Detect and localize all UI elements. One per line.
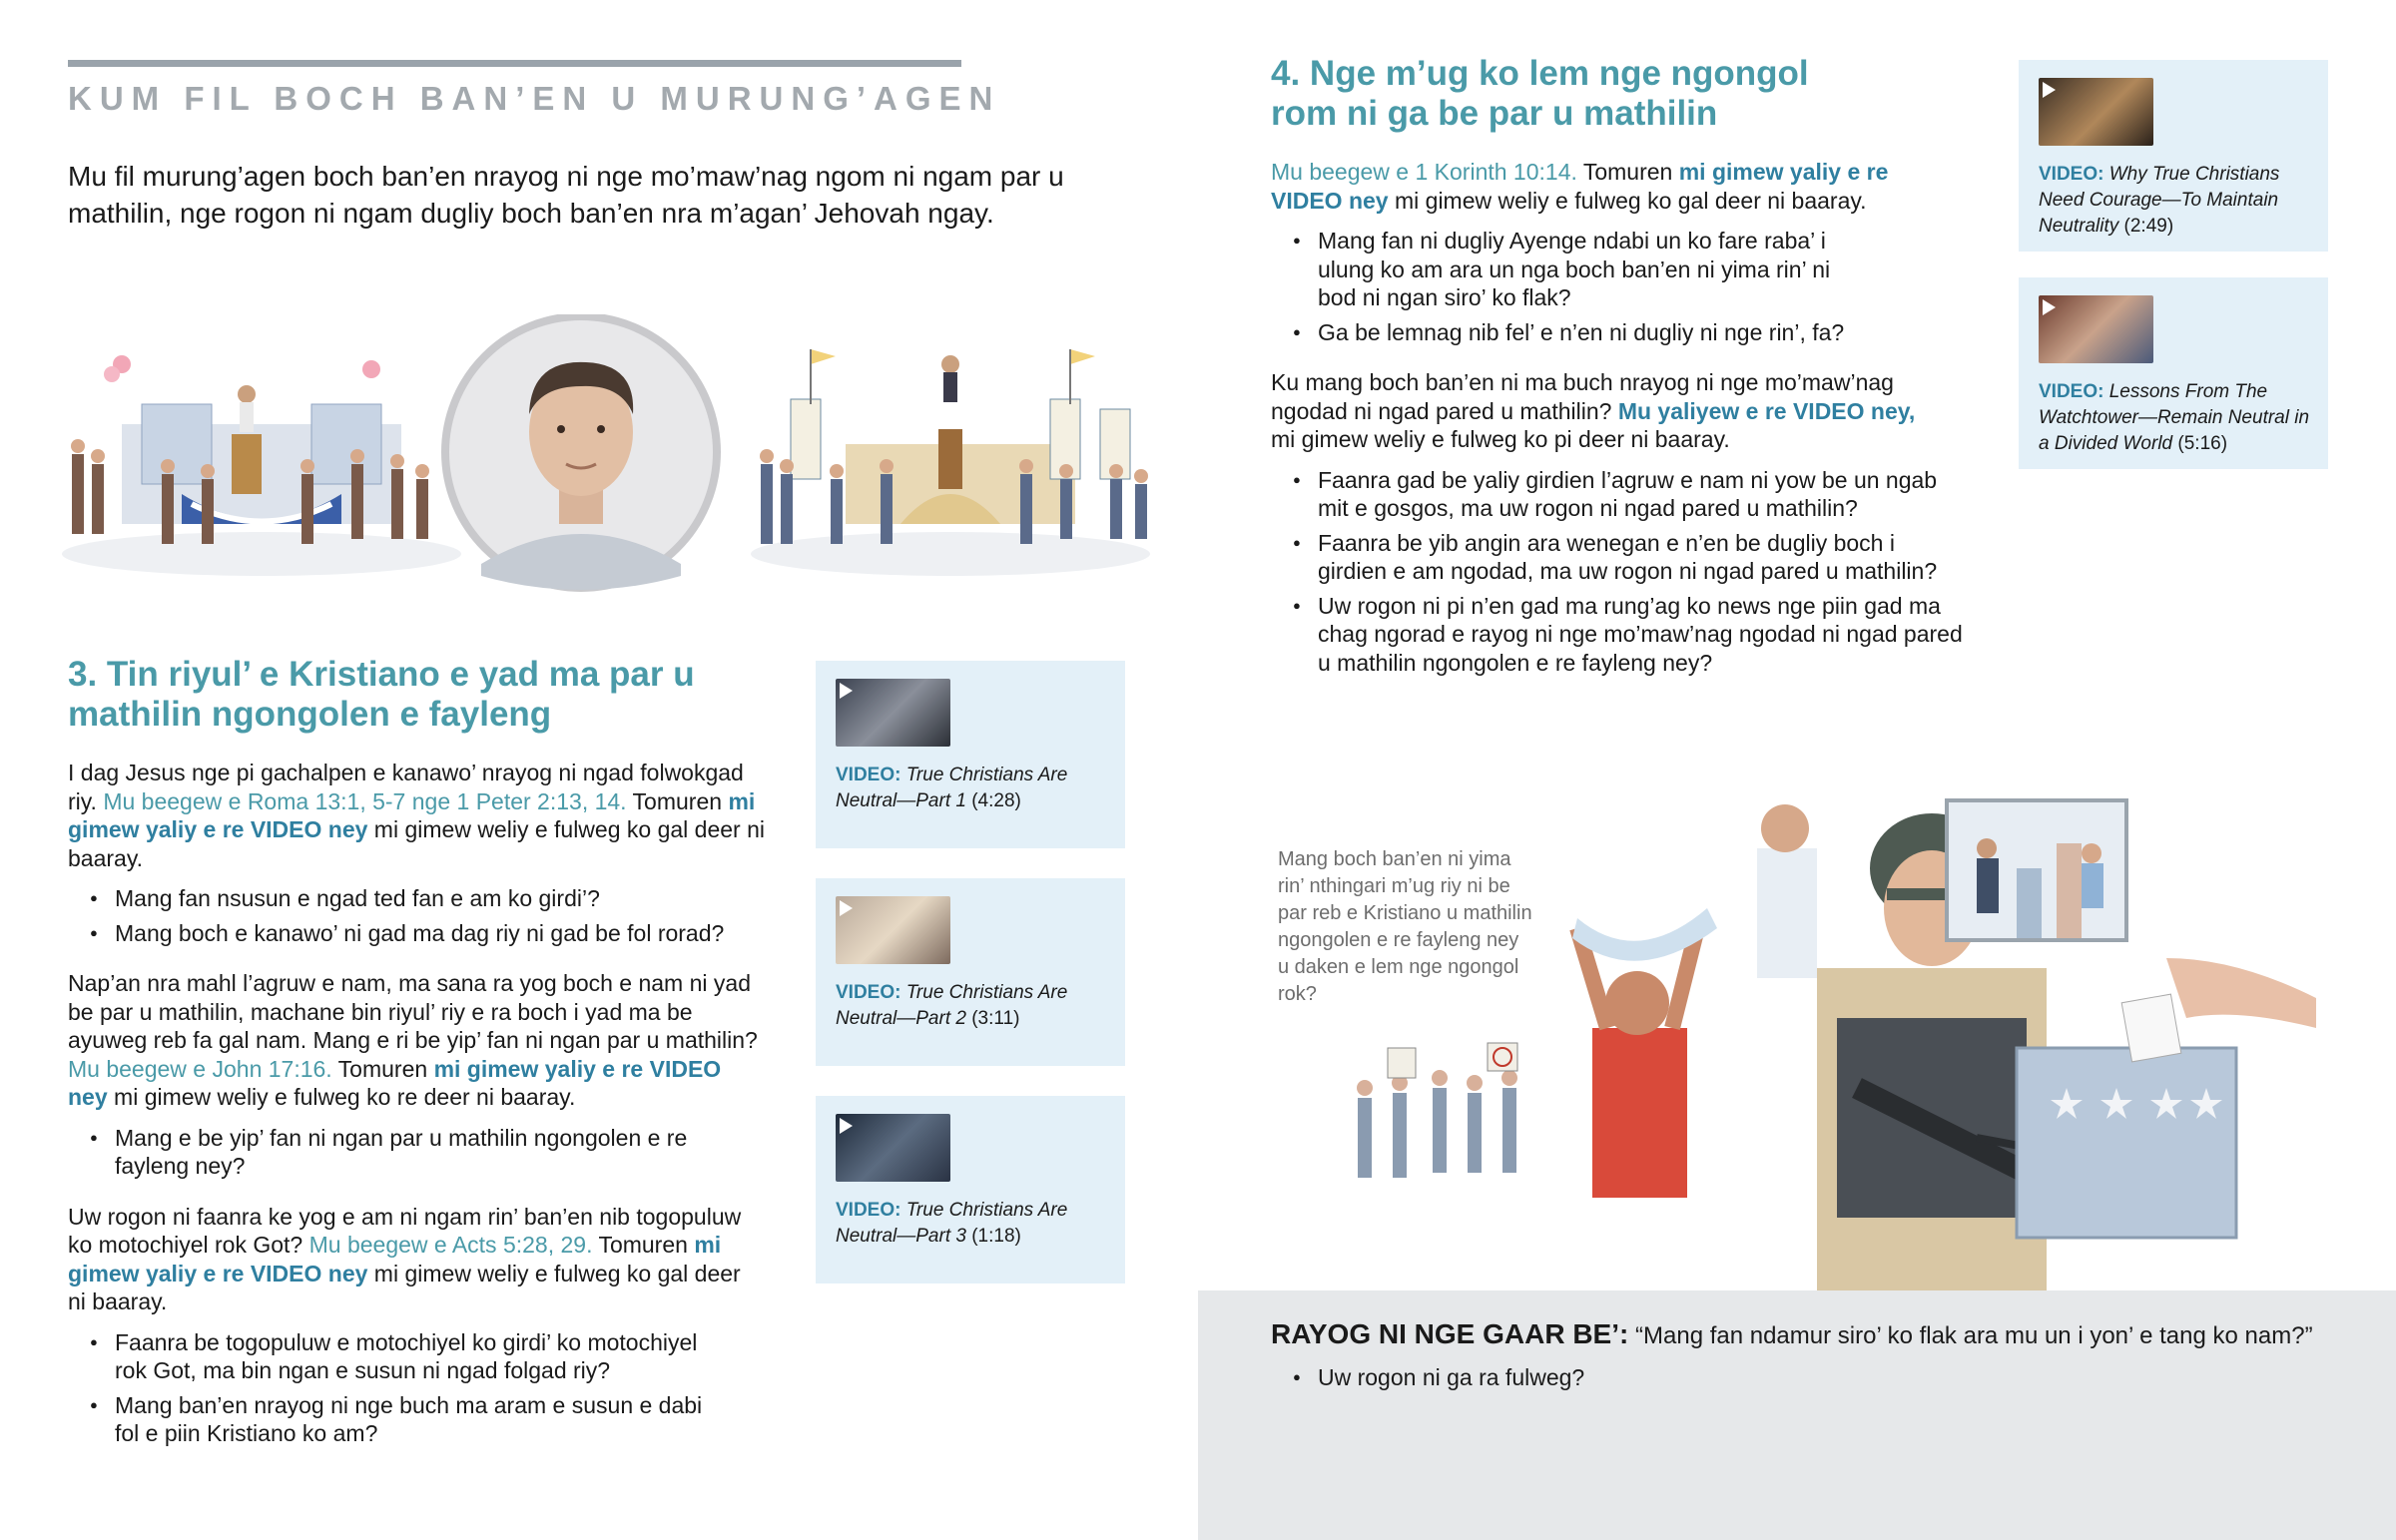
- play-icon[interactable]: [840, 683, 853, 699]
- section-kicker: KUM FIL BOCH BAN’EN U MURUNG’AGEN: [68, 80, 1001, 117]
- question-item: ● Faanra be togopuluw e motochiyel ko girdi’ ko motochiyel rok Got, ma bin ngan e susun ni ngad folgad riy?: [68, 1328, 727, 1385]
- section-4-paragraph-1: Mu beegew e 1 Korinth 10:14. Tomuren mi gimew yaliy e re VIDEO ney mi gimew weliy e fulweg ko gal deer ni baaray.: [1271, 159, 1889, 214]
- play-icon[interactable]: [2043, 82, 2056, 98]
- video-caption[interactable]: VIDEO: True Christians Are Neutral—Part 1 (4:28): [836, 765, 1068, 811]
- video-card[interactable]: [2019, 277, 2328, 469]
- play-icon[interactable]: [840, 900, 853, 916]
- section-3-heading: 3. Tin riyul’ e Kristiano e yad ma par u mathilin ngongolen e fayleng: [68, 655, 695, 734]
- question-item: ● Faanra be yib angin ara wenegan e n’en be dugliy boch i girdien e am ngodad, ma uw rogon ni ngad pared u mathilin?: [1271, 529, 1970, 586]
- neutrality-illustration: [1338, 759, 2326, 1290]
- play-icon[interactable]: [840, 1118, 853, 1134]
- soldier-voting-protest-image: [1338, 759, 2326, 1290]
- conversation-quote: “Mang fan ndamur siro’ ko flak ara mu un i yon’ e tang ko nam?”: [1628, 1322, 2313, 1349]
- section-3-body: [68, 759, 767, 1454]
- video-thumbnail[interactable]: [2039, 295, 2153, 363]
- video-prompt-link[interactable]: mi gimew yaliy e re VIDEO ney: [68, 787, 756, 842]
- play-icon[interactable]: [2043, 299, 2056, 315]
- conversation-label: RAYOG NI NGE GAAR BE’:: [1271, 1318, 1629, 1349]
- question-item: ● Uw rogon ni ga ra fulweg?: [1271, 1363, 2169, 1392]
- intro-paragraph: Mu fil murung’agen boch ban’en nrayog ni nge mo’maw’nag ngom ni ngam par u mathilin, nge rogon ni ngam dugliy boch ban’en nra m’agan’ Jehovah ngay.: [68, 161, 1064, 229]
- video-card[interactable]: [2019, 60, 2328, 252]
- video-prompt-link[interactable]: mi gimew yaliy e re VIDEO ney: [68, 1055, 722, 1110]
- question-list: [68, 1328, 727, 1448]
- section-3-paragraph-1: I dag Jesus nge pi gachalpen e kanawo’ nrayog ni ngad folwokgad riy. Mu beegew e Roma 13:1, 5-7 nge 1 Peter 2:13, 14. Tomuren mi gimew yaliy e re VIDEO ney mi gimew weliy e fulweg ko gal deer ni baaray.: [68, 760, 765, 871]
- scripture-reference[interactable]: Mu beegew e Acts 5:28, 29.: [308, 1232, 593, 1258]
- question-item: ● Ga be lemnag nib fel’ e n’en ni dugliy ni nge rin’, fa?: [1271, 318, 1860, 347]
- section-3-paragraph-2: Nap’an nra mahl l’agruw e nam, ma sana ra yog boch e nam ni yad be par u mathilin, machane bin riyul’ riy e ra boch i yad ma be ayuweg reb fa gal nam. Mang e ri be yip’ fan ni ngan par u mathilin? Mu beegew e John 17:16. Tomuren mi gimew yaliy e re VIDEO ney mi gimew weliy e fulweg ko re deer ni baaray.: [68, 970, 758, 1110]
- scripture-reference[interactable]: Mu beegew e 1 Korinth 10:14.: [1271, 159, 1577, 185]
- section-3-paragraph-3: Uw rogon ni faanra ke yog e am ni ngam rin’ ban’en nib togopuluw ko motochiyel rok Got? Mu beegew e Acts 5:28, 29. Tomuren mi gimew yaliy e re VIDEO ney mi gimew weliy e fulweg ko gal deer ni baaray.: [68, 1203, 742, 1314]
- question-item: ● Mang fan nsusun e ngad ted fan e am ko girdi’?: [68, 884, 767, 913]
- video-card[interactable]: [816, 878, 1125, 1066]
- question-list: [1271, 1363, 2169, 1398]
- question-list: [68, 1124, 717, 1181]
- question-item: ● Uw rogon ni pi n’en gad ma rung’ag ko news nge piin gad ma chag ngorad e rayog ni nge mo’maw’nag ngodad ni ngad pared u mathilin ngongolen e re fayleng ney?: [1271, 592, 1970, 678]
- section-4-paragraph-2: Ku mang boch ban’en ni ma buch nrayog ni nge mo’maw’nag ngodad ni ngad pared u mathilin? Mu yaliyew e re VIDEO ney, mi gimew weliy e fulweg ko pi deer ni baaray.: [1271, 369, 1916, 452]
- question-item: ● Mang ban’en nrayog ni nge buch ma aram e susun e dabi fol e piin Kristiano ko am?: [68, 1391, 727, 1448]
- video-thumbnail[interactable]: [2039, 78, 2153, 146]
- illustration-caption: Mang boch ban’en ni yima rin’ nthingari m’ug riy ni be par reb e Kristiano u mathilin ngongolen e re fayleng ney u daken e lem nge ngongol rok?: [1278, 848, 1532, 1005]
- question-item: ● Mang e be yip’ fan ni ngan par u mathilin ngongolen e re fayleng ney?: [68, 1124, 717, 1181]
- question-item: ● Mang boch e kanawo’ ni gad ma dag riy ni gad be fol rorad?: [68, 919, 767, 948]
- question-item: ● Faanra gad be yaliy girdien l’agruw e nam ni yow be un ngab mit e gosgos, ma uw rogon ni ngad pared u mathilin?: [1271, 466, 1970, 523]
- video-caption[interactable]: VIDEO: True Christians Are Neutral—Part 2 (3:11): [836, 982, 1068, 1029]
- question-item: ● Mang fan ni dugliy Ayenge ndabi un ko fare raba’ i ulung ko am ara un nga boch ban’en ni yima rin’ ni bod ni ngan siro’ ko flak?: [1271, 227, 1860, 312]
- video-prompt-link[interactable]: mi gimew yaliy e re VIDEO ney: [68, 1232, 722, 1286]
- question-list: [68, 884, 767, 947]
- political-rallies-image: [62, 314, 1160, 594]
- conversation-prompt: [1271, 1317, 2359, 1353]
- question-list: [1271, 227, 1860, 346]
- video-caption[interactable]: VIDEO: Why True Christians Need Courage—To Maintain Neutrality (2:49): [2039, 164, 2280, 237]
- video-thumbnail[interactable]: [836, 679, 950, 747]
- top-rule: [68, 60, 961, 67]
- scripture-reference[interactable]: Mu beegew e Roma 13:1, 5-7 nge 1 Peter 2:13, 14.: [103, 787, 627, 814]
- scripture-reference[interactable]: Mu beegew e John 17:16.: [68, 1055, 332, 1082]
- section-4-heading: 4. Nge m’ug ko lem nge ngongol rom ni ga be par u mathilin: [1271, 54, 1809, 133]
- rally-illustration: [62, 314, 1160, 594]
- section-4-body: [1271, 158, 1990, 683]
- video-caption[interactable]: VIDEO: True Christians Are Neutral—Part 3 (1:18): [836, 1200, 1068, 1247]
- question-list: [1271, 466, 1970, 678]
- video-card[interactable]: [816, 1096, 1125, 1283]
- video-card[interactable]: [816, 661, 1125, 848]
- video-thumbnail[interactable]: [836, 1114, 950, 1182]
- video-caption[interactable]: VIDEO: Lessons From The Watchtower—Remain Neutral in a Divided World (5:16): [2039, 381, 2310, 454]
- video-prompt-link[interactable]: mi gimew yaliy e re VIDEO ney: [1271, 159, 1889, 214]
- video-thumbnail[interactable]: [836, 896, 950, 964]
- video-prompt-link[interactable]: Mu yaliyew e re VIDEO ney,: [1617, 397, 1916, 424]
